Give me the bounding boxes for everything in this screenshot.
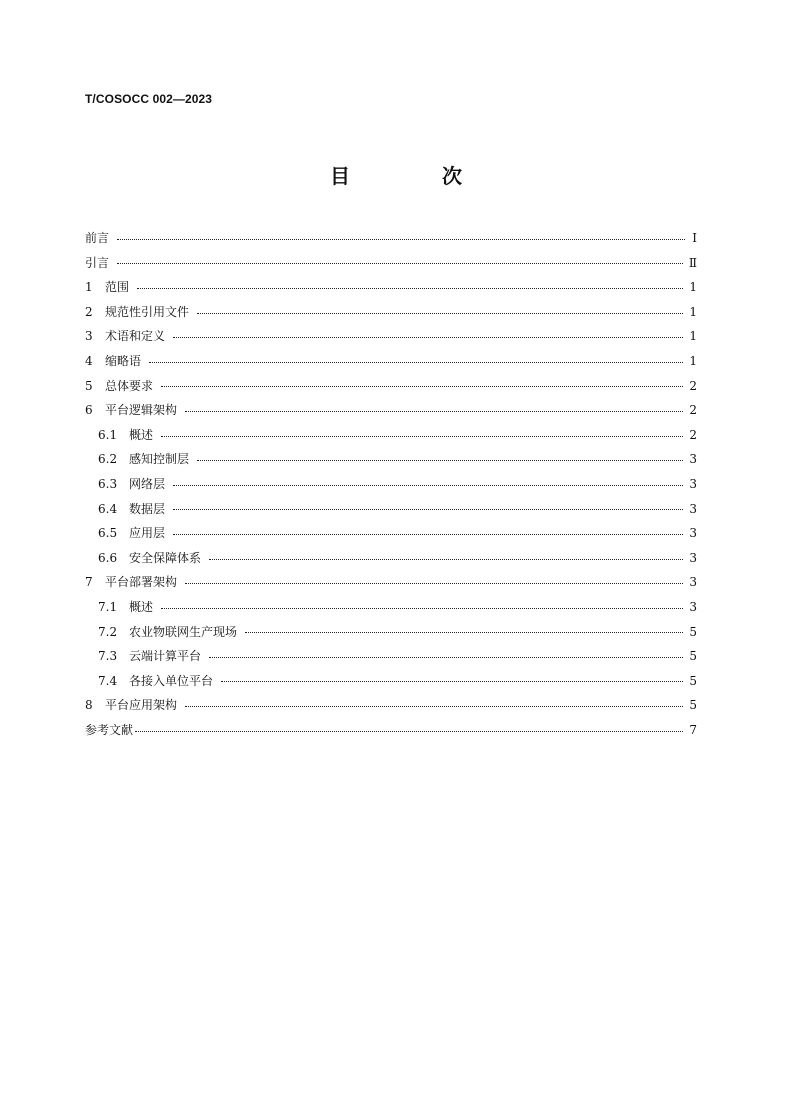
toc-entry-page-number: 3	[689, 599, 697, 614]
toc-entry[interactable]	[85, 570, 697, 595]
toc-entry-label: 概述	[129, 599, 154, 614]
toc-entry-page-number: 5	[689, 673, 697, 688]
toc-dot-leader	[173, 534, 683, 535]
toc-entry-label: 规范性引用文件	[105, 304, 190, 319]
toc-dot-leader	[173, 485, 683, 486]
toc-entry-number: 6.1	[98, 427, 118, 442]
toc-entry-number: 6.5	[98, 526, 118, 541]
toc-entry[interactable]	[85, 718, 697, 743]
toc-entry[interactable]	[85, 595, 697, 620]
toc-entry-label: 引言	[85, 255, 110, 270]
toc-entry-number: 6.4	[98, 501, 118, 516]
toc-dot-leader	[209, 657, 683, 658]
toc-entry[interactable]	[85, 423, 697, 448]
toc-entry-label: 参考文献	[85, 722, 134, 737]
toc-entry-label: 安全保障体系	[129, 550, 202, 565]
toc-entry-label: 范围	[105, 280, 130, 295]
toc-dot-leader	[137, 288, 683, 289]
toc-dot-leader	[221, 681, 683, 682]
toc-entry-label: 感知控制层	[129, 452, 190, 467]
toc-entry[interactable]	[85, 300, 697, 325]
toc-entry-number: 4	[85, 353, 93, 368]
toc-entry[interactable]	[85, 521, 697, 546]
toc-dot-leader	[185, 411, 683, 412]
toc-entry-number: 6	[85, 403, 93, 418]
toc-entry[interactable]	[85, 472, 697, 497]
toc-entry-page-number: 5	[689, 698, 697, 713]
toc-entry-page-number: 1	[689, 353, 697, 368]
toc-entry[interactable]	[85, 644, 697, 669]
toc-entry-page-number: 3	[689, 550, 697, 565]
toc-entry[interactable]	[85, 226, 697, 251]
toc-entry-page-number: 7	[689, 722, 697, 737]
toc-entry[interactable]	[85, 349, 697, 374]
toc-entry-label: 应用层	[129, 526, 166, 541]
toc-entry-label: 各接入单位平台	[129, 673, 214, 688]
page-title: 目 次	[330, 164, 498, 188]
toc-entry-label: 数据层	[129, 501, 166, 516]
toc-entry-page-number: 3	[689, 476, 697, 491]
toc-entry-number: 7.2	[98, 624, 118, 639]
toc-entry-page-number: Ⅰ	[692, 231, 697, 245]
toc-entry[interactable]	[85, 669, 697, 694]
toc-entry[interactable]	[85, 324, 697, 349]
toc-dot-leader	[161, 386, 683, 387]
toc-entry-page-number: 3	[689, 526, 697, 541]
toc-entry-page-number: 5	[689, 649, 697, 664]
toc-entry-label: 术语和定义	[105, 329, 166, 344]
toc-dot-leader	[245, 632, 683, 633]
toc-dot-leader	[173, 509, 683, 510]
toc-entry-label: 总体要求	[105, 378, 154, 393]
toc-dot-leader	[185, 583, 683, 584]
toc-entry-label: 网络层	[129, 476, 166, 491]
toc-entry-page-number: 2	[689, 378, 697, 393]
toc-entry[interactable]	[85, 546, 697, 571]
toc-entry-page-number: 2	[689, 403, 697, 418]
toc-dot-leader	[117, 263, 683, 264]
toc-entry-number: 8	[85, 698, 93, 713]
toc-dot-leader	[117, 239, 685, 240]
toc-entry-page-number: 2	[689, 427, 697, 442]
toc-dot-leader	[197, 460, 683, 461]
toc-entry-page-number: 1	[689, 280, 697, 295]
toc-dot-leader	[185, 706, 683, 707]
standard-code: T/COSOCC 002—2023	[85, 92, 213, 106]
toc-dot-leader	[161, 608, 683, 609]
toc-entry-label: 平台逻辑架构	[105, 403, 178, 418]
toc-entry-page-number: 1	[689, 329, 697, 344]
toc-dot-leader	[161, 436, 683, 437]
toc-entry[interactable]	[85, 447, 697, 472]
toc-entry-label: 前言	[85, 231, 110, 245]
toc-entry[interactable]	[85, 398, 697, 423]
toc-entry-number: 6.6	[98, 550, 118, 565]
toc-entry-number: 5	[85, 378, 93, 393]
toc-entry[interactable]	[85, 693, 697, 718]
toc-entry[interactable]	[85, 497, 697, 522]
toc-entry-page-number: 1	[689, 304, 697, 319]
toc-dot-leader	[197, 313, 683, 314]
toc-entry-number: 7	[85, 575, 93, 590]
toc-entry-page-number: 3	[689, 452, 697, 467]
toc-entry-number: 1	[85, 280, 93, 295]
toc-dot-leader	[149, 362, 683, 363]
toc-dot-leader	[135, 731, 683, 732]
toc-entry-page-number: 3	[689, 501, 697, 516]
table-of-contents	[85, 226, 697, 742]
toc-dot-leader	[173, 337, 683, 338]
toc-entry-number: 6.3	[98, 476, 118, 491]
toc-entry-number: 7.4	[98, 673, 118, 688]
toc-entry-label: 农业物联网生产现场	[129, 624, 238, 639]
toc-entry-label: 概述	[129, 427, 154, 442]
toc-entry-page-number: Ⅱ	[688, 255, 697, 270]
toc-entry[interactable]	[85, 251, 697, 276]
toc-entry-number: 2	[85, 304, 93, 319]
toc-entry-number: 3	[85, 329, 93, 344]
toc-entry-number: 6.2	[98, 452, 118, 467]
toc-entry-number: 7.1	[98, 599, 118, 614]
toc-entry-label: 平台部署架构	[105, 575, 178, 590]
toc-entry-page-number: 5	[689, 624, 697, 639]
toc-entry-label: 云端计算平台	[129, 649, 202, 664]
toc-entry-page-number: 3	[689, 575, 697, 590]
toc-entry-label: 平台应用架构	[105, 698, 178, 713]
toc-entry[interactable]	[85, 275, 697, 300]
toc-entry-number: 7.3	[98, 649, 118, 664]
toc-dot-leader	[209, 559, 683, 560]
toc-entry-label: 缩略语	[105, 353, 142, 368]
toc-entry[interactable]	[85, 620, 697, 645]
toc-entry[interactable]	[85, 374, 697, 399]
